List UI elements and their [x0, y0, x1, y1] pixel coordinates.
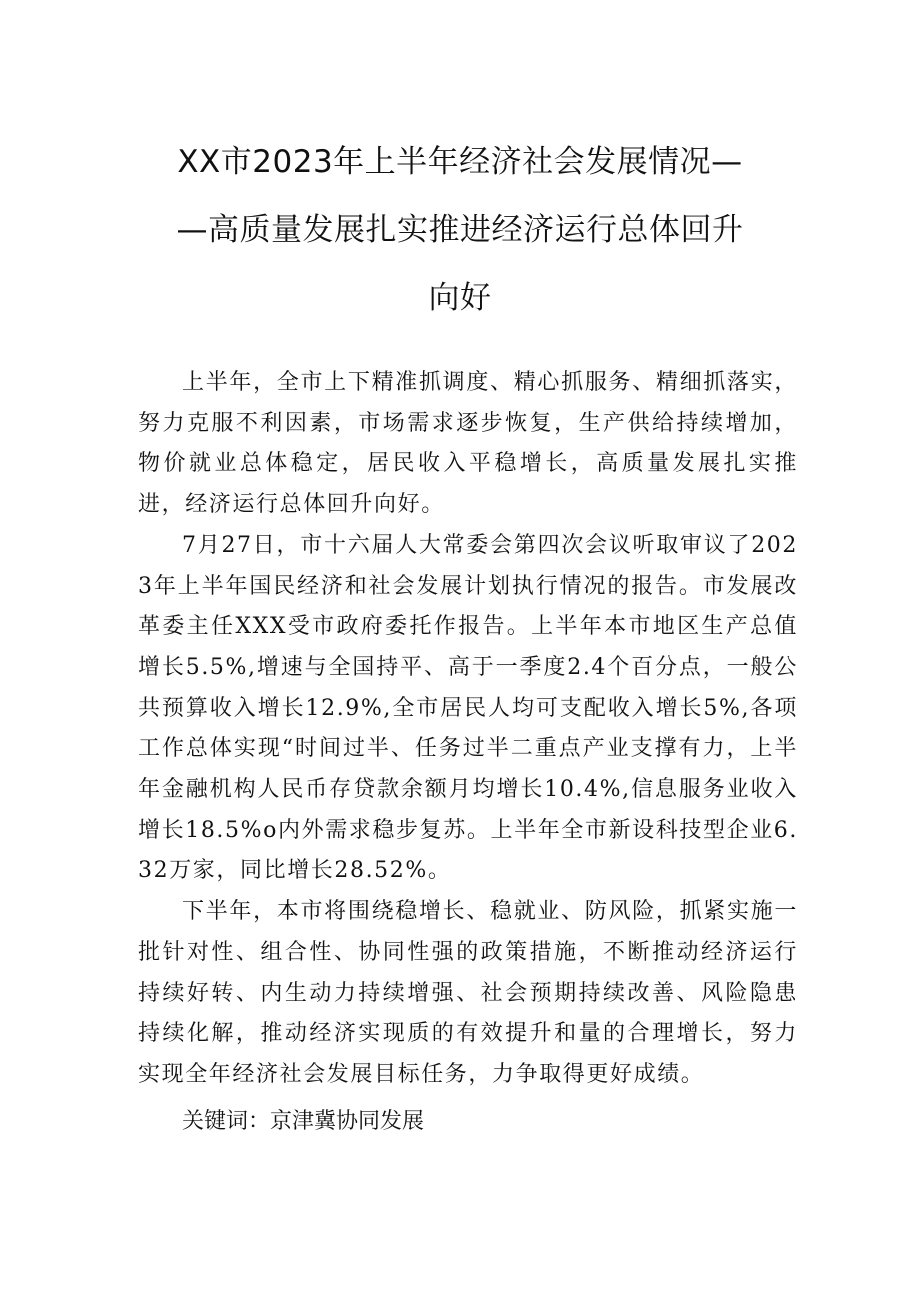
paragraph-report: 7月27日，市十六届人大常委会第四次会议听取审议了2023年上半年国民经济和社会发展计划执行情况的报告。市发展改革委主任XXX受市政府委托作报告。上半年本市地区生产总值增长5.5%,增速与全国持平、高于一季度2.4个百分点，一般公共预算收入增长12.9%,全市居民人均可支配收入增长5%,各项工作总体实现“时间过半、任务过半二重点产业支撑有力，上半年金融机构人民币存贷款余额月均增长10.4%,信息服务业收入增长18.5%o内外需求稳步复苏。上半年全市新设科技型企业6.32万家，同比增长28.52%。: [138, 532, 798, 884]
document-body: [138, 363, 798, 1142]
document-title: [140, 128, 780, 332]
title-line-1: XX市2023年上半年经济社会发展情况—: [177, 144, 743, 180]
keywords-line: 关键词：京津冀协同发展: [182, 1108, 425, 1134]
paragraph-overview: 上半年，全市上下精准抓调度、精心抓服务、精细抓落实，努力克服不利因素，市场需求逐步恢复，生产供给持续增加，物价就业总体稳定，居民收入平稳增长，高质量发展扎实推进，经济运行总体回升向好。: [138, 370, 798, 518]
title-line-2: —高质量发展扎实推进经济运行总体回升: [176, 212, 744, 248]
title-line-3: 向好: [428, 280, 492, 316]
paragraph-outlook: 下半年，本市将围绕稳增长、稳就业、防风险，抓紧实施一批针对性、组合性、协同性强的政策措施，不断推动经济运行持续好转、内生动力持续增强、社会预期持续改善、风险隐患持续化解，推动经济实现质的有效提升和量的合理增长，努力实现全年经济社会发展目标任务，力争取得更好成绩。: [138, 899, 798, 1087]
